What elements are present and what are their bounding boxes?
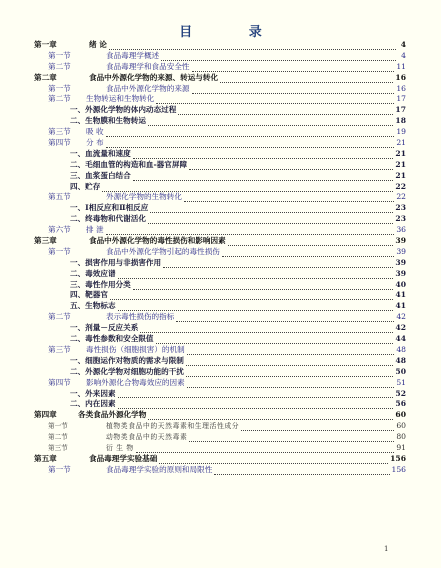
- toc-entry[interactable]: [34, 149, 406, 160]
- toc-entry[interactable]: [34, 225, 406, 236]
- dot-leader: [241, 424, 394, 431]
- toc-entry[interactable]: [34, 367, 406, 378]
- toc-entry-number: 第一节: [48, 83, 71, 93]
- toc-entry-page: 80: [396, 432, 406, 442]
- toc-entry-title: 食品毒理学概述: [106, 50, 160, 60]
- toc-entry-page: 50: [395, 366, 406, 376]
- toc-entry-page: 22: [395, 181, 406, 191]
- toc-entry-title: 食品中外源化学物的来源、转运与转化: [89, 72, 219, 82]
- toc-entry-page: 60: [395, 410, 406, 420]
- toc-entry-title: 毒性损伤（细胞损害）的机制: [86, 344, 185, 354]
- toc-entry[interactable]: [34, 290, 406, 301]
- toc-entry[interactable]: [34, 127, 406, 138]
- toc-entry-page: 4: [400, 40, 406, 49]
- toc-entry-page: 21: [395, 148, 406, 158]
- toc-entry-page: 48: [396, 344, 406, 354]
- toc-entry-number: 第三章: [34, 236, 57, 246]
- toc-entry[interactable]: [34, 269, 406, 280]
- dot-leader: [220, 76, 393, 83]
- dot-leader: [118, 402, 394, 409]
- toc-entry[interactable]: [34, 345, 406, 356]
- toc-entry-number: 第四节: [48, 138, 71, 148]
- toc-entry-title: 食品中外源化学物的来源: [106, 83, 190, 93]
- toc-entry-title: 二、毒效应谱: [70, 268, 116, 278]
- dot-leader: [136, 446, 395, 453]
- toc-entry-number: 第二节: [48, 61, 71, 71]
- toc-entry[interactable]: [34, 171, 406, 182]
- dot-leader: [189, 435, 394, 442]
- toc-entry-page: 16: [395, 72, 406, 82]
- toc-entry[interactable]: [34, 192, 406, 203]
- dot-leader: [176, 315, 394, 322]
- toc-entry-number: 第二节: [48, 433, 68, 442]
- toc-entry-number: 第六节: [48, 225, 71, 235]
- toc-entry-page: 21: [395, 170, 406, 180]
- toc-entry-number: 第一节: [48, 50, 71, 60]
- toc-entry-page: 91: [396, 442, 406, 452]
- toc-entry[interactable]: [34, 323, 406, 334]
- toc-entry-page: 21: [395, 159, 406, 169]
- toc-entry-title: 一、外源化学物的体内动态过程: [70, 105, 177, 115]
- toc-entry[interactable]: [34, 247, 406, 258]
- toc-entry-title: 二、毒性参数和安全限值: [70, 334, 154, 344]
- dot-leader: [222, 250, 394, 257]
- toc-entry-page: 56: [395, 399, 406, 409]
- dot-leader: [178, 108, 393, 115]
- page-number: 1: [384, 545, 389, 553]
- toc-entry[interactable]: [34, 116, 406, 127]
- dot-leader: [187, 348, 395, 355]
- toc-entry-title: 植物类食品中的天然毒素和生理活性成分: [106, 422, 240, 431]
- toc-entry-page: 44: [395, 334, 406, 344]
- dot-leader: [186, 359, 394, 366]
- toc-entry-title: 二、终毒物和代谢活化: [70, 214, 146, 224]
- toc-entry-number: 第二节: [48, 94, 71, 104]
- dot-leader: [118, 304, 394, 311]
- toc-entry[interactable]: [34, 410, 406, 421]
- toc-entry-title: 二、毛细血管的构造和血-器官屏障: [70, 159, 188, 169]
- toc-entry-title: 影响外源化合物毒效应的因素: [86, 377, 185, 387]
- toc-entry-page: 18: [395, 116, 406, 126]
- dot-leader: [189, 163, 393, 170]
- toc-entry-title: 一、剂量－反应关系: [70, 323, 139, 333]
- toc-entry-title: 食品中外源化学物引起的毒性损伤: [106, 246, 220, 256]
- toc-entry-page: 17: [396, 94, 406, 104]
- toc-entry[interactable]: [34, 280, 406, 291]
- toc-entry[interactable]: [34, 94, 406, 105]
- dot-leader: [110, 293, 393, 300]
- toc-entry-page: 22: [396, 192, 406, 202]
- dot-leader: [109, 43, 396, 50]
- dot-leader: [192, 87, 395, 94]
- toc-entry-title: 各类食品外源化学物: [78, 410, 147, 420]
- toc-entry-title: 四、靶器官: [70, 290, 108, 300]
- toc-entry[interactable]: [34, 312, 406, 323]
- toc-entry[interactable]: [34, 258, 406, 269]
- toc-entry-page: 17: [395, 105, 406, 115]
- toc-entry-title: 动物类食品中的天然毒素: [106, 433, 188, 442]
- toc-entry-title: 一、外来因素: [70, 388, 116, 398]
- dot-leader: [156, 337, 394, 344]
- toc-entry-number: 第三节: [48, 344, 71, 354]
- toc-entry[interactable]: [34, 160, 406, 171]
- toc-entry-page: 36: [396, 225, 406, 235]
- dot-leader: [163, 261, 393, 268]
- toc-entry-page: 52: [395, 388, 406, 398]
- toc-entry-number: 第一节: [48, 246, 71, 256]
- toc-entry-page: 41: [395, 290, 406, 300]
- toc-entry[interactable]: [34, 389, 406, 400]
- toc-entry-page: 39: [395, 268, 406, 278]
- toc-entry-number: 第四章: [34, 410, 57, 420]
- dot-leader: [133, 174, 394, 181]
- toc-entry-number: 第五节: [48, 192, 71, 202]
- toc-entry-number: 第一节: [48, 422, 68, 431]
- toc-entry-page: 51: [396, 377, 406, 387]
- toc-entry-page: 4: [401, 50, 406, 60]
- toc-entry[interactable]: [34, 356, 406, 367]
- toc-entry-number: 第二章: [34, 72, 57, 82]
- page-title: 目 录: [179, 25, 288, 40]
- dot-leader: [192, 65, 395, 72]
- toc-entry-title: 衍 生 物: [106, 443, 134, 452]
- dot-leader: [161, 54, 396, 61]
- dot-leader: [140, 326, 393, 333]
- toc-entry-title: 一、细胞运作对物质的需求与限制: [70, 355, 184, 365]
- toc-entry-page: 39: [395, 257, 406, 267]
- toc-entry-title: 一、Ⅰ相反应和Ⅱ相反应: [70, 203, 149, 213]
- toc-entry-title: 吸 收: [86, 127, 104, 137]
- dot-leader: [148, 413, 393, 420]
- dot-leader: [118, 272, 394, 279]
- toc-entry-number: 第一章: [34, 40, 57, 49]
- toc-entry-page: 23: [395, 203, 406, 213]
- dot-leader: [133, 152, 394, 159]
- toc-entry-page: 39: [395, 236, 406, 246]
- toc-entry[interactable]: [34, 454, 406, 465]
- dot-leader: [106, 228, 395, 235]
- toc-entry-title: 食品中外源化学物的毒性损伤和影响因素: [89, 236, 226, 246]
- toc-entry[interactable]: [34, 421, 406, 432]
- toc-entry-title: 食品毒理学实验的原则和局限性: [106, 464, 213, 474]
- toc-entry-title: 排 泄: [86, 225, 104, 235]
- toc-entry[interactable]: [34, 51, 406, 62]
- toc-entry-page: 39: [396, 246, 406, 256]
- toc-entry[interactable]: [34, 84, 406, 95]
- toc-entry-page: 156: [390, 453, 406, 463]
- toc-entry-page: 19: [396, 127, 406, 137]
- toc-entry-page: 11: [396, 61, 406, 71]
- toc-entry-title: 四、贮存: [70, 181, 101, 191]
- toc-entry-page: 60: [396, 421, 406, 431]
- toc-entry-title: 三、毒性作用分类: [70, 279, 131, 289]
- toc-entry[interactable]: [34, 443, 406, 454]
- toc-entry-page: 40: [395, 279, 406, 289]
- table-of-contents: [34, 40, 406, 476]
- toc-entry-title: 绪 论: [89, 40, 107, 49]
- dot-leader: [102, 185, 393, 192]
- toc-entry-page: 48: [395, 355, 406, 365]
- toc-entry[interactable]: [34, 432, 406, 443]
- dot-leader: [156, 97, 394, 104]
- dot-leader: [228, 239, 394, 246]
- toc-entry-title: 二、生物膜和生物转运: [70, 116, 146, 126]
- toc-entry[interactable]: [34, 203, 406, 214]
- toc-entry-title: 五、生物标志: [70, 301, 116, 311]
- toc-entry[interactable]: [34, 334, 406, 345]
- toc-entry-title: 食品毒理学和食品安全性: [106, 61, 190, 71]
- toc-entry[interactable]: [34, 301, 406, 312]
- dot-leader: [214, 468, 389, 475]
- dot-leader: [186, 370, 394, 377]
- toc-entry-number: 第二节: [48, 312, 71, 322]
- toc-entry[interactable]: [34, 73, 406, 84]
- dot-leader: [148, 217, 393, 224]
- dot-leader: [150, 206, 393, 213]
- toc-entry[interactable]: [34, 62, 406, 73]
- toc-entry-page: 16: [396, 83, 406, 93]
- toc-entry[interactable]: [34, 40, 406, 51]
- dot-leader: [187, 381, 395, 388]
- toc-entry-number: 第一节: [48, 464, 71, 474]
- toc-entry-number: 第四节: [48, 377, 71, 387]
- dot-leader: [184, 195, 394, 202]
- toc-entry-title: 二、外源化学物对细胞功能的干扰: [70, 366, 184, 376]
- toc-entry-title: 表示毒性损伤的指标: [106, 312, 175, 322]
- dot-leader: [159, 457, 388, 464]
- dot-leader: [148, 119, 393, 126]
- toc-entry-page: 21: [396, 138, 406, 148]
- toc-entry[interactable]: [34, 236, 406, 247]
- dot-leader: [106, 141, 395, 148]
- toc-entry[interactable]: [34, 182, 406, 193]
- dot-leader: [133, 283, 394, 290]
- toc-entry-number: 第三节: [48, 127, 71, 137]
- toc-entry[interactable]: [34, 105, 406, 116]
- toc-entry-page: 42: [395, 323, 406, 333]
- dot-leader: [118, 391, 394, 398]
- toc-entry-title: 二、内在因素: [70, 399, 116, 409]
- toc-entry-title: 一、损害作用与非损害作用: [70, 257, 162, 267]
- toc-entry-title: 分 布: [86, 138, 104, 148]
- toc-entry-page: 41: [395, 301, 406, 311]
- toc-entry-title: 外源化学物的生物转化: [106, 192, 182, 202]
- toc-entry-number: 第三节: [48, 443, 68, 452]
- toc-entry[interactable]: [34, 214, 406, 225]
- toc-entry[interactable]: [34, 378, 406, 389]
- toc-entry-page: 23: [395, 214, 406, 224]
- toc-entry[interactable]: [34, 465, 406, 476]
- toc-entry-page: 42: [396, 312, 406, 322]
- toc-entry-title: 生物转运和生物转化: [86, 94, 155, 104]
- toc-entry-number: 第五章: [34, 453, 57, 463]
- toc-entry-title: 一、血流量和速度: [70, 148, 131, 158]
- toc-entry-title: 食品毒理学实验基础: [89, 453, 158, 463]
- dot-leader: [106, 130, 395, 137]
- toc-entry[interactable]: [34, 138, 406, 149]
- toc-entry-page: 156: [391, 464, 406, 474]
- toc-entry[interactable]: [34, 399, 406, 410]
- toc-entry-title: 三、血浆蛋白结合: [70, 170, 131, 180]
